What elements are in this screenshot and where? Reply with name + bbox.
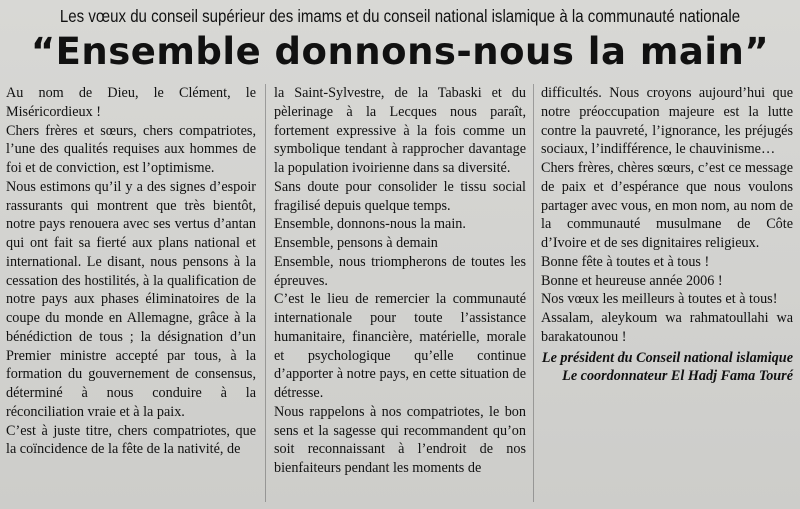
paragraph: C’est le lieu de remercier la communauté internationale pour toute l’assistance humanitaire, financière, matérielle, morale et psychologique qu’elle continue d’apporter à notre pays, en cette situation de détresse. — [274, 291, 526, 401]
article-column-1 — [6, 84, 256, 459]
column-divider — [265, 84, 266, 502]
article-column-3 — [541, 84, 793, 386]
paragraph: Bonne fête à toutes et à tous ! — [541, 253, 710, 270]
signature-coordinator: Le coordonnateur El Hadj Fama Touré — [562, 368, 793, 385]
paragraph: Ensemble, donnons-nous la main. — [274, 216, 466, 233]
paragraph: Sans doute pour consolider le tissu social fragilisé depuis quelque temps. — [274, 178, 526, 214]
paragraph: Nous estimons qu’il y a des signes d’espoir rassurants qui montrent que très bientôt, notre pays renouera avec ses vertus d’antan qui ont fait sa fierté aux plans national et international. Le disant, nous pensons à la cessation des hostilités, à la qualification de notre pays aux phases éliminatoires de la coupe du monde en Allemagne, grâce à la bénédiction de tous ; la désignation d’un Premier ministre accepté par tous, à la formation du gouvernement de consensus, déterminé à nous conduire à la réconciliation vraie et à la paix. — [6, 178, 256, 420]
paragraph: Chers frères, chères sœurs, c’est ce message de paix et d’espérance que nous voulons partager avec vous, en mon nom, au nom de la communauté musulmane de Côte d’Ivoire et de ses dignitaires religieux. — [541, 160, 793, 251]
article-column-2 — [274, 84, 526, 478]
signature-president: Le président du Conseil national islamique — [541, 349, 793, 366]
paragraph: Ensemble, nous triompherons de toutes les épreuves. — [274, 253, 526, 289]
article-headline: “Ensemble donnons-nous la main” — [30, 30, 770, 73]
paragraph: Assalam, aleykoum wa rahmatoullahi wa barakatounou ! — [541, 310, 793, 345]
paragraph: Chers frères et sœurs, chers compatriotes, l’une des qualités requises aux hommes de foi et de conviction, est l’optimisme. — [6, 122, 256, 176]
paragraph: C’est à juste titre, chers compatriotes, que la coïncidence de la fête de la nativité, de — [6, 422, 256, 458]
article-kicker: Les vœux du conseil supérieur des imams et du conseil national islamique à la communauté nationale — [59, 6, 741, 26]
paragraph: Nos vœux les meilleurs à toutes et à tous! — [541, 291, 778, 308]
paragraph: Nous rappelons à nos compatriotes, le bon sens et la sagesse qui recommandent qu’on soit reconnaissant à l’endroit de nos bienfaiteurs pendant les moments de — [274, 403, 526, 476]
paragraph: Ensemble, pensons à demain — [274, 235, 438, 251]
paragraph: Bonne et heureuse année 2006 ! — [541, 272, 723, 289]
paragraph: Au nom de Dieu, le Clément, le Miséricordieux ! — [6, 85, 256, 120]
paragraph: la Saint-Sylvestre, de la Tabaski et du pèlerinage à la Lecques nous paraît, fortement expressive à la fois comme un symbolique tendant à rapprocher davantage la population ivoirienne dans sa diversité. — [274, 85, 526, 176]
column-divider — [533, 84, 534, 502]
paragraph: difficultés. Nous croyons aujourd’hui que notre préoccupation majeure est la lutte contre la pauvreté, l’ignorance, les préjugés sociaux, l’indifférence, le chauvinisme… — [541, 85, 793, 158]
